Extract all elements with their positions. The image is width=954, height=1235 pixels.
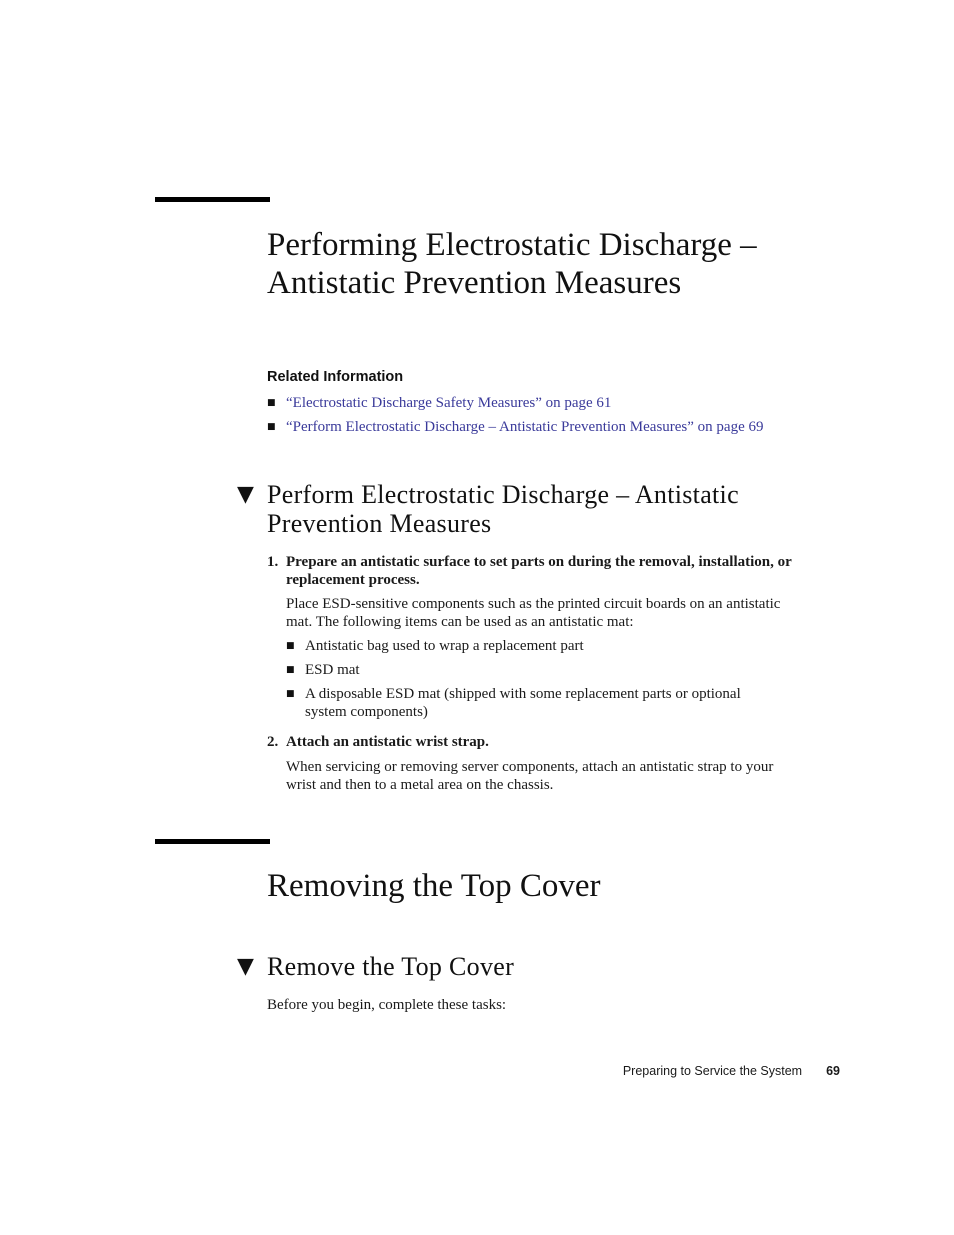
list-item: ■ Antistatic bag used to wrap a replacement part (286, 638, 584, 654)
footer-chapter: Preparing to Service the System (622, 1064, 803, 1078)
section-rule (155, 197, 270, 202)
triangle-down-icon: ▼ (237, 954, 254, 979)
page-footer (560, 1063, 840, 1079)
related-link[interactable]: “Electrostatic Discharge Safety Measures” on page 61 (286, 395, 612, 411)
section-rule (155, 839, 270, 844)
step-2-body: When servicing or removing server components, attach an antistatic strap to your wrist and then to a metal area on the chassis. (286, 759, 774, 793)
list-item: ■ ESD mat (286, 662, 360, 678)
section-title: Removing the Top Cover (267, 868, 601, 904)
list-item: ■ A disposable ESD mat (shipped with some replacement parts or optional system components) (286, 686, 741, 720)
procedure-title: ▼ Remove the Top Cover (237, 952, 515, 981)
bullet-icon: ■ (286, 641, 295, 651)
related-links-list (267, 394, 847, 436)
list-item (267, 394, 847, 412)
section-title: Performing Electrostatic Discharge – Antistatic Prevention Measures (267, 227, 757, 301)
related-information-heading: Related Information (267, 369, 404, 385)
procedure-title: ▼ Perform Electrostatic Discharge – Antistatic Prevention Measures (237, 480, 739, 538)
page-number: 69 (826, 1064, 840, 1078)
step-2-heading: 2. Attach an antistatic wrist strap. (267, 734, 489, 750)
list-item (267, 418, 847, 436)
step-1-body: Place ESD-sensitive components such as the printed circuit boards on an antistatic mat. The following items can be used as an antistatic mat: (286, 596, 781, 630)
bullet-icon: ■ (286, 689, 295, 699)
bullet-icon: ■ (286, 665, 295, 675)
antistatic-mat-list (286, 637, 846, 721)
bullet-icon: ■ (267, 422, 276, 432)
triangle-down-icon: ▼ (237, 482, 254, 507)
bullet-icon: ■ (267, 398, 276, 408)
related-link[interactable]: “Perform Electrostatic Discharge – Antistatic Prevention Measures” on page 69 (286, 419, 764, 435)
procedure-intro: Before you begin, complete these tasks: (267, 997, 507, 1013)
step-1-heading: 1. Prepare an antistatic surface to set parts on during the removal, installation, or replacement process. (267, 554, 792, 588)
